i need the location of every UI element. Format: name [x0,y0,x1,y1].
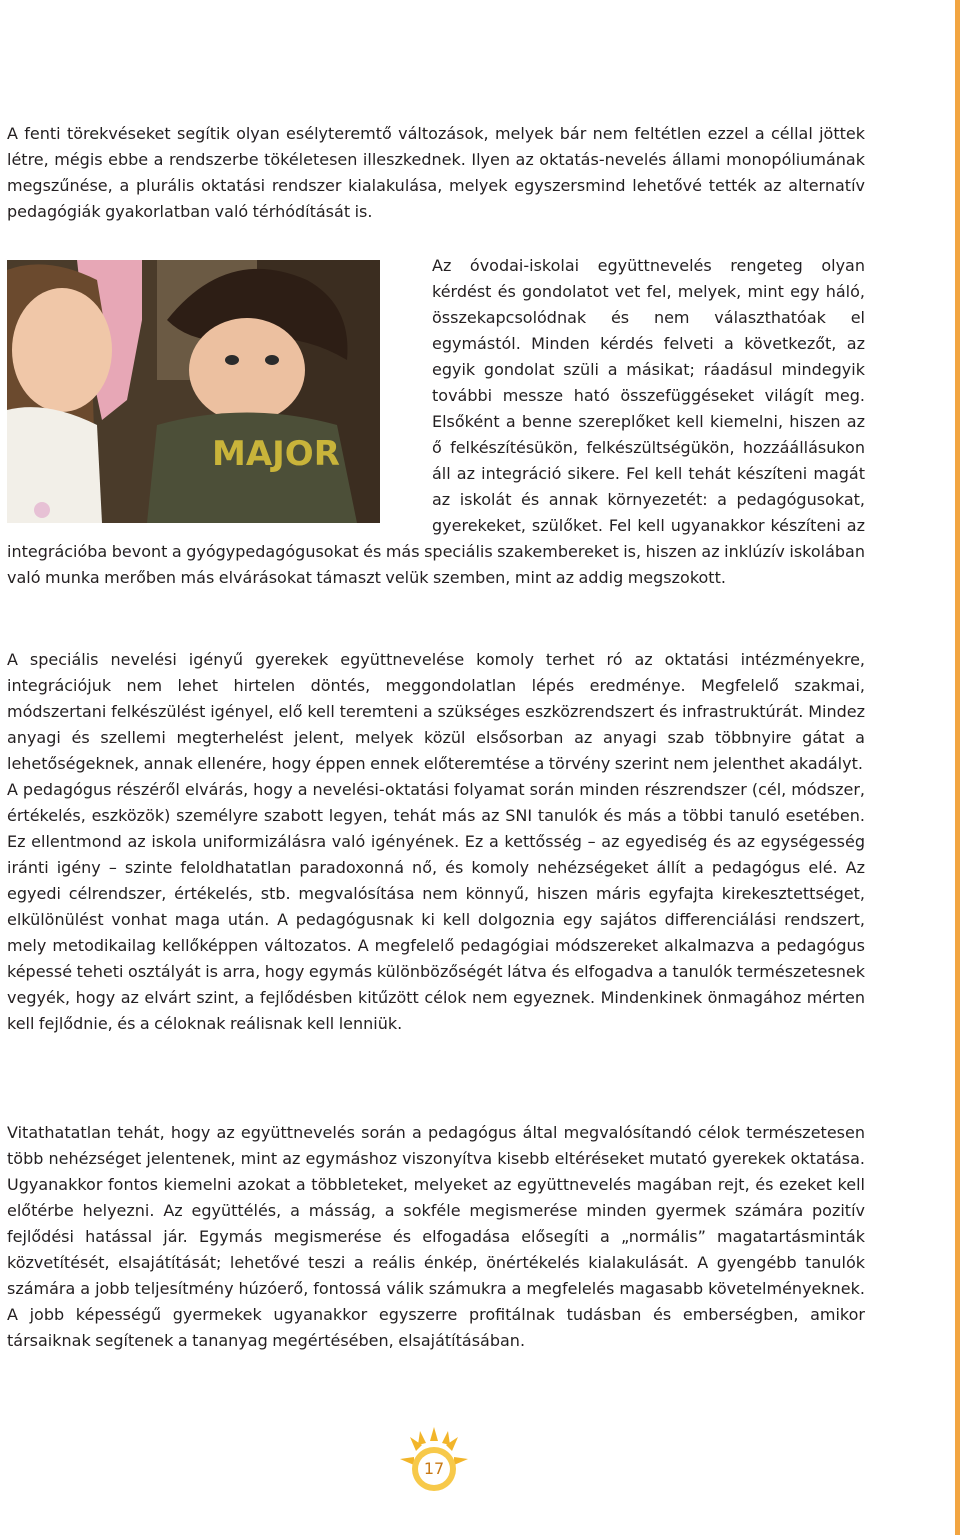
paragraph-4: Vitathatatlan tehát, hogy az együttnevelés során a pedagógus által megvalósítandó célok természetesen több nehézséget jelentenek, mint az egymáshoz viszonyítva kisebb eltéréseket mutató gyerekek oktatása. Ugyanakkor fontos kiemelni azokat a többleteket, melyeket az együttnevelés magában rejt, és ezeket kell előtérbe helyezni. Az együttélés, a másság, a sokféle megismerése minden gyermek számára pozitív fejlődési hatással jár. Egymás megismerése és elfogadása elősegíti a „normális” magatartásminták közvetítését, elsajátítását; lehetővé teszi a reális énkép, önértékelés kialakulását. A gyengébb tanulók számára a jobb teljesítmény húzóerő, fontossá válik számukra a megfelelés magasabb követelményeknek. A jobb képességű gyermekek ugyanakkor egyszerre profitálnak tudásban és emberségben, amikor társaiknak segítenek a tananyag megértésében, elsajátításában. [7,1123,865,1350]
page-edge-stripe [955,0,960,1535]
paragraph-3b: A pedagógus részéről elvárás, hogy a nevelési-oktatási folyamat során minden részrendszer (cél, módszer, értékelés, eszközök) személyre szabott legyen, tehát más az SNI tanulók és más a többi tanuló esetében. Ez ellentmond az iskola uniformizálásra való igényének. Ez a kettősség – az egyediség és az egységesség iránti igény – szinte feloldhatatlan paradoxonná nő, és komoly nehézségeket állít a pedagógus elé. Az egyedi célrendszer, értékelés, stb. megvalósítása nem könnyű, hiszen máris egyfajta kirekesztettséget, elkülönülést vonhat maga után. A pedagógusnak ki kell dolgoznia egy sajátos differenciálási rendszert, mely metodikailag kellőképpen változatos. A megfelelő pedagógiai módszereket alkalmazva a pedagógus képessé teheti osztályát is arra, hogy egymás különbözőségét látva és elfogadva a tanulók természetesnek vegyék, hogy az elvárt szint, a fejlődésben kitűzött célok nem egyeznek. Mindenkinek önmagához mérten kell fejlődnie, és a céloknak reálisnak kell lenniük. [7,780,865,1033]
page-number-sun-badge [398,1425,470,1497]
paragraph-2-block [7,253,865,591]
paragraph-1: A fenti törekvéseket segítik olyan esélyteremtő változások, melyek bár nem feltétlen ezzel a céllal jöttek létre, mégis ebbe a rendszerbe tökéletesen illeszkednek. Ilyen az oktatás-nevelés állami monopóliumának megszűnése, a plurális oktatási rendszer kialakulása, melyek egyszersmind lehetővé tették az alternatív pedagógiák gyakorlatban való térhódítását is. [7,124,865,221]
paragraph-3: A speciális nevelési igényű gyerekek együttnevelése komoly terhet ró az oktatási intézményekre, integrációjuk nem lehet hirtelen döntés, meggondolatlan lépés eredménye. Megfelelő szakmai, módszertani felkészülést igényel, elő kell teremteni a szükséges eszközrendszert és infrastruktúrát. Mindez anyagi és szellemi megterhelést jelent, melyek közül elsősorban az anyagi szab többnyire gátat a lehetőségeknek, annak ellenére, hogy éppen ennek előteremtése a törvény szerint nem jelenthet akadályt. [7,650,865,773]
paragraph-3-block [7,647,865,1037]
children-photo-image [7,260,380,523]
shirt-print: MAJOR [212,434,340,474]
children-photo [7,260,380,523]
page-number: 17 [423,1458,445,1478]
paragraph-2: Az óvodai-iskolai együttnevelés rengeteg olyan kérdést és gondolatot vet fel, melyek, mint egy háló, összekapcsolódnak és nem választhatóak el egymástól. Minden kérdés felveti a következőt, az egyik gondolat szüli a másikat; ráadásul mindegyik további messze ható összefüggéseket világít meg. Elsőként a benne szereplőket kell kiemelni, hiszen az ő felkészítésükön, felkészültségükön, hozzáállásukon áll az integráció sikere. Fel kell tehát készíteni magát az iskolát és annak környezetét: a pedagógusokat, gyerekeket, szülőket. Fel kell ugyanakkor készíteni az integrációba bevont a gyógypedagógusokat és más speciális szakembereket is, hiszen az inklúzív iskolában való munka merőben más elvárásokat támaszt velük szemben, mint az addig megszokott. [7,256,865,587]
